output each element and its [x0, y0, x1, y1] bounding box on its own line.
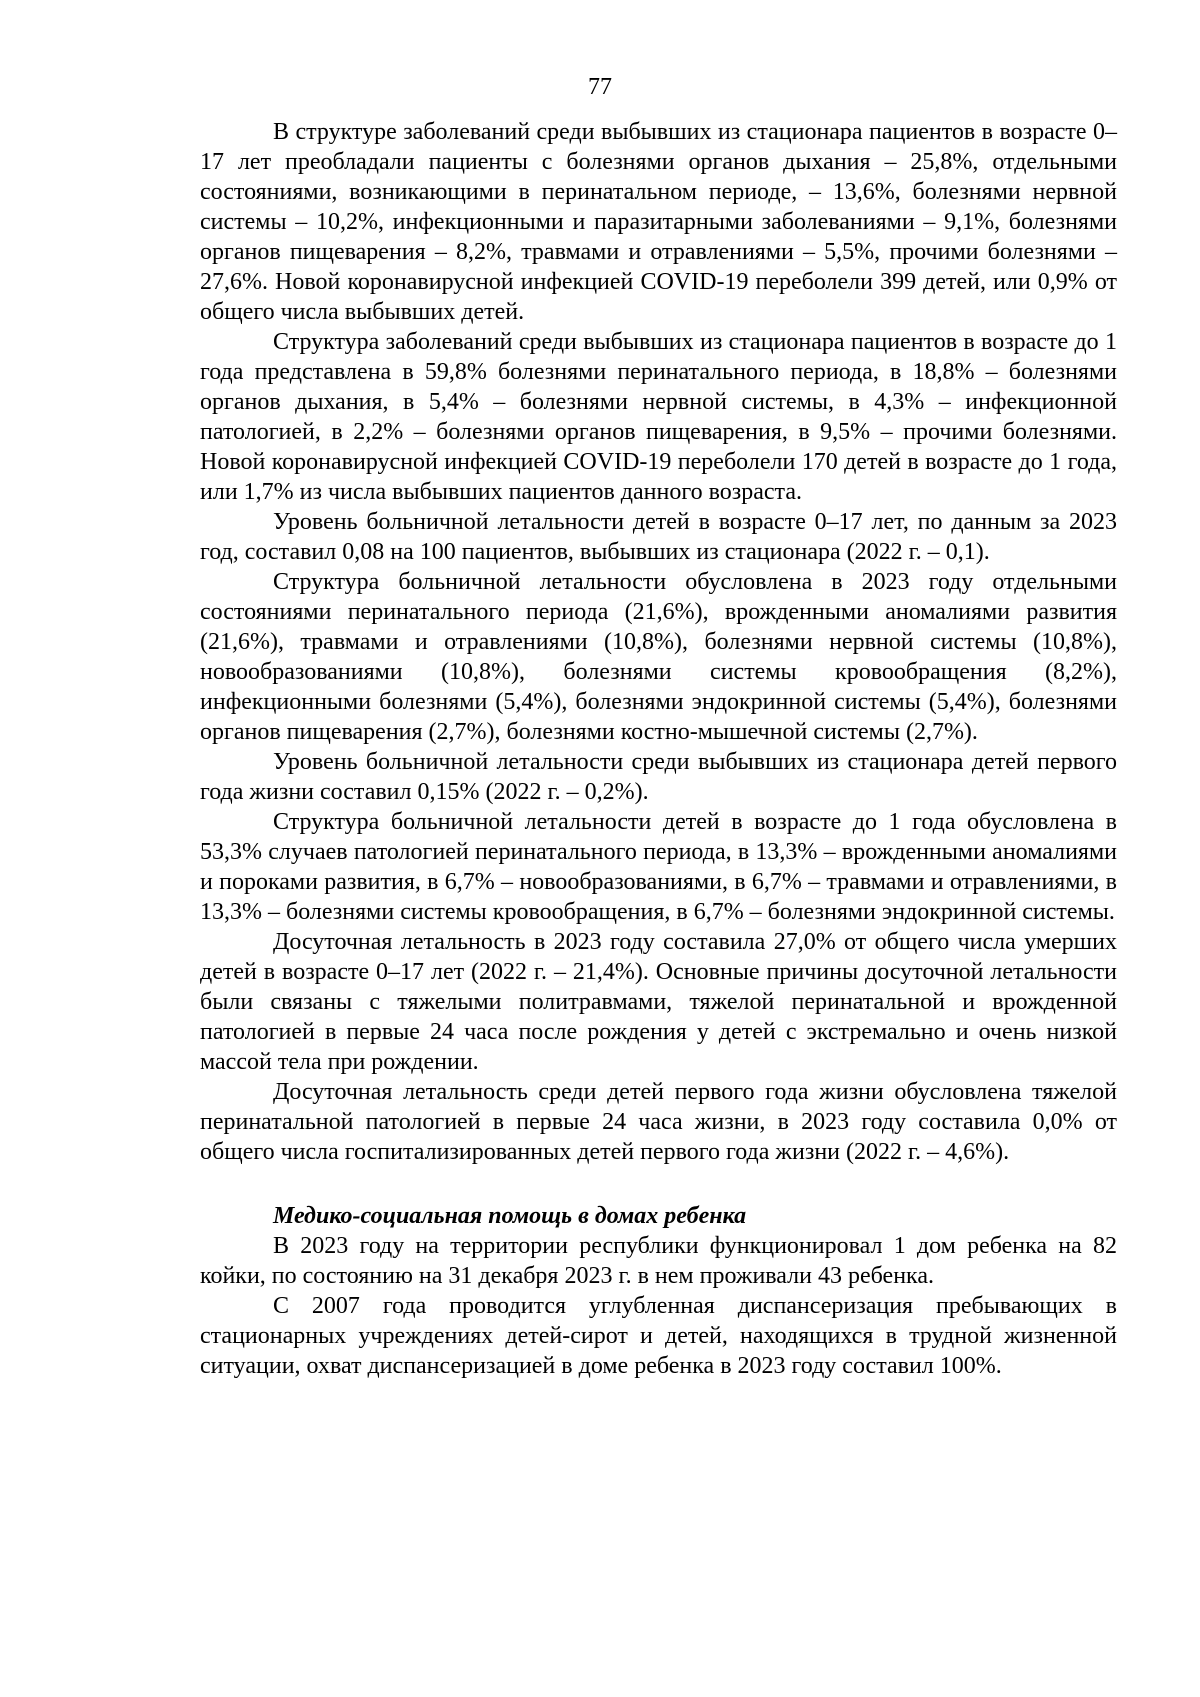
paragraph-infant-mortality-level: Уровень больничной летальности среди выбывших из стационара детей первого года жизни составил 0,15% (2022 г. – 0,2%).: [200, 749, 1117, 805]
paragraph-hospital-mortality-level: Уровень больничной летальности детей в возрасте 0–17 лет, по данным за 2023 год, составил 0,08 на 100 пациентов, выбывших из стационара (2022 г. – 0,1).: [200, 509, 1117, 565]
page-number: 77: [588, 74, 612, 100]
paragraph-dispensarization: С 2007 года проводится углубленная диспансеризация пребывающих в стационарных учреждениях детей-сирот и детей, находящихся в трудной жизненной ситуации, охват диспансеризацией в доме ребенка в 2023 году составил 100%.: [200, 1293, 1117, 1379]
page-body: [200, 117, 1117, 1381]
section-heading: Медико-социальная помощь в домах ребенка: [273, 1203, 747, 1229]
paragraph-early-mortality-infants: Досуточная летальность среди детей первого года жизни обусловлена тяжелой перинатальной патологией в первые 24 часа жизни, в 2023 году составила 0,0% от общего числа госпитализированных детей первого года жизни (2022 г. – 4,6%).: [200, 1079, 1117, 1165]
paragraph-infant-mortality-structure: Структура больничной летальности детей в возрасте до 1 года обусловлена в 53,3% случаев патологией перинатального периода, в 13,3% – врожденными аномалиями и пороками развития, в 6,7% – новообразованиями, в 6,7% – травмами и отравлениями, в 13,3% – болезнями системы кровообращения, в 6,7% – болезнями эндокринной системы.: [200, 809, 1117, 925]
paragraph-children-home: В 2023 году на территории республики функционировал 1 дом ребенка на 82 койки, по состоянию на 31 декабря 2023 г. в нем проживали 43 ребенка.: [200, 1233, 1117, 1289]
paragraph-early-mortality: Досуточная летальность в 2023 году составила 27,0% от общего числа умерших детей в возрасте 0–17 лет (2022 г. – 21,4%). Основные причины досуточной летальности были связаны с тяжелыми политравмами, тяжелой перинатальной и врожденной патологией в первые 24 часа после рождения у детей с экстремально и очень низкой массой тела при рождении.: [200, 929, 1117, 1075]
paragraph-hospital-mortality-structure: Структура больничной летальности обусловлена в 2023 году отдельными состояниями перинатального периода (21,6%), врожденными аномалиями развития (21,6%), травмами и отравлениями (10,8%), болезнями нервной системы (10,8%), новообразованиями (10,8%), болезнями системы кровообращения (8,2%), инфекционными болезнями (5,4%), болезнями эндокринной системы (5,4%), болезнями органов пищеварения (2,7%), болезнями костно-мышечной системы (2,7%).: [200, 569, 1117, 745]
paragraph-disease-structure-under-1: Структура заболеваний среди выбывших из стационара пациентов в возрасте до 1 года представлена в 59,8% болезнями перинатального периода, в 18,8% – болезнями органов дыхания, в 5,4% – болезнями нервной системы, в 4,3% – инфекционной патологией, в 2,2% – болезнями органов пищеварения, в 9,5% – прочими болезнями. Новой коронавирусной инфекцией COVID-19 переболели 170 детей в возрасте до 1 года, или 1,7% из числа выбывших пациентов данного возраста.: [200, 329, 1117, 505]
paragraph-disease-structure-0-17: В структуре заболеваний среди выбывших из стационара пациентов в возрасте 0–17 лет преобладали пациенты с болезнями органов дыхания – 25,8%, отдельными состояниями, возникающими в перинатальном периоде, – 13,6%, болезнями нервной системы – 10,2%, инфекционными и паразитарными заболеваниями – 9,1%, болезнями органов пищеварения – 8,2%, травмами и отравлениями – 5,5%, прочими болезнями – 27,6%. Новой коронавирусной инфекцией COVID-19 переболели 399 детей, или 0,9% от общего числа выбывших детей.: [200, 119, 1117, 325]
